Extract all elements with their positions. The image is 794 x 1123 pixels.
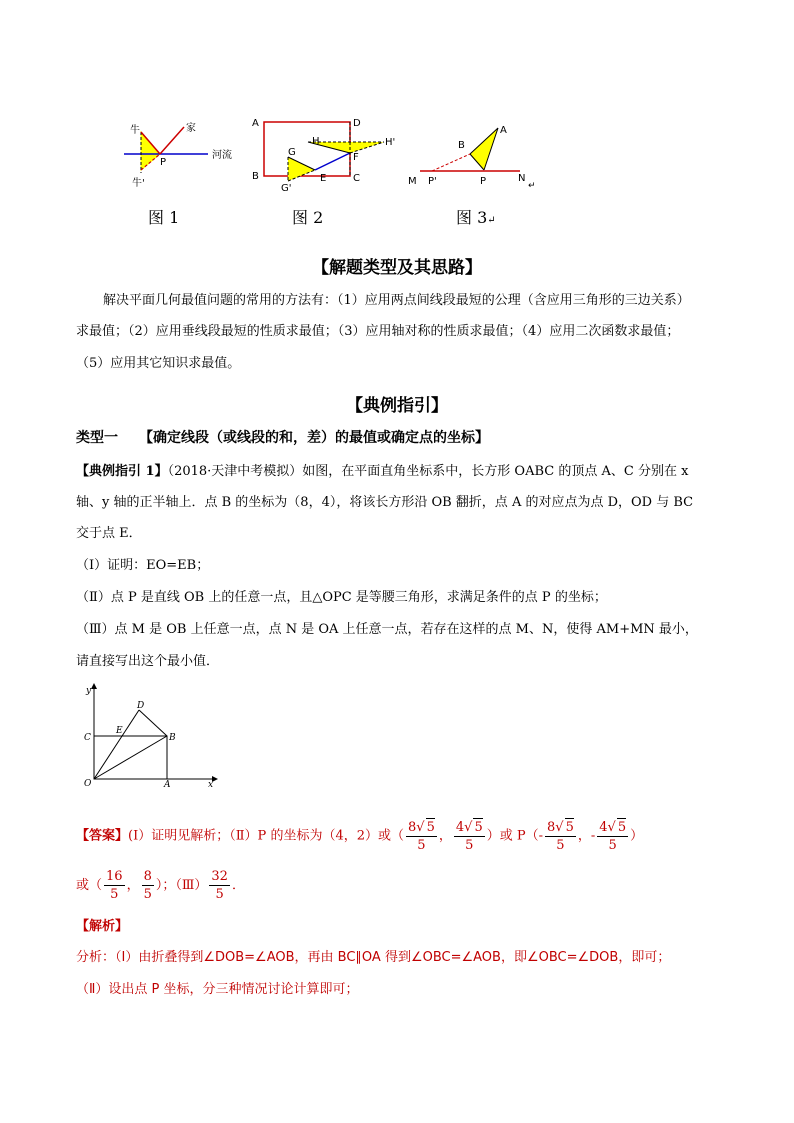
fig3-return-mark-small: ↵ [528,181,536,190]
question-1: （I）证明：EO=EB； [76,558,210,573]
answer-text-1: (I）证明见解析；（Ⅱ）P 的坐标为（4，2）或（ [128,828,404,844]
answer-line-2: 或（ $\frac{16}{5}$ ， $\frac{8}{5}$ ）；（Ⅲ） $\frac{32}{5}$ ． [76,869,245,902]
diagram-label-y: y [86,686,92,696]
diagram-label-e: E [116,726,123,736]
example-line-2: 轴、y 轴的正半轴上．点 B 的坐标为（8，4），将该长方形沿 OB 翻折，点 A 的对应点为点 D，OD 与 BC [76,495,694,510]
diagram-label-d: D [137,701,145,711]
fraction-32-over-5: $\frac{32}{5}$ [211,869,228,902]
intro-line-1: 解决平面几何最值问题的常用的方法有：（1）应用两点间线段最短的公理（含应用三角形的三边关系） [103,293,690,308]
fig2-label-c: C [353,173,360,184]
fig2-label-h-prime: H' [385,137,396,148]
diagram-label-a: A [164,780,171,790]
diagram-label-o: O [84,779,92,789]
fig1-label-p: P [160,157,167,168]
fig2-label-e: E [320,173,327,184]
question-3-line-1: （Ⅲ）点 M 是 OB 上任意一点，点 N 是 OA 上任意一点，若存在这样的点 M、N，使得 AM+MN 最小， [76,622,698,637]
fraction-8-over-5: $\frac{8}{5}$ [143,869,152,902]
fig2-label-h: H [312,136,320,147]
question-2: （Ⅱ）点 P 是直线 OB 上的任意一点，且△OPC 是等腰三角形，求满足条件的点 P 的坐标； [76,590,607,605]
fig3-label-m: M [408,176,417,187]
fig1-label-cow: 牛 [130,125,140,136]
figure-2-rectangle [250,113,410,193]
fig3-label-n: N [518,173,526,184]
figure-3-caption-text: 图 3 [456,208,488,227]
example-line-3: 交于点 E． [76,526,142,541]
answer-tag: 【答案】 [76,828,129,844]
section-title-solution-types: 【解题类型及其思路】 [312,258,482,278]
fig2-label-a: A [252,118,259,129]
fig2-label-f: F [353,152,359,163]
diagram-label-x: x [208,780,214,790]
fig1-label-home: 家 [186,123,196,134]
answer-text-or-p: ）或 P（- [486,828,543,844]
fraction-neg-8root5-over-5: $\frac{8√ 5}{5}$ [547,820,574,853]
analysis-tag: 【解析】 [76,919,129,934]
diagram-label-c: C [84,733,91,743]
fig3-label-p: P [480,176,487,187]
fig2-label-d: D [353,118,361,129]
fig2-label-b: B [252,171,259,182]
analysis-line-1: 分析：（Ⅰ）由折叠得到∠DOB=∠AOB，再由 BC∥OA 得到∠OBC=∠AOB，即∠OBC=∠DOB，即可； [76,950,671,965]
fig1-label-river: 河流 [212,150,232,161]
question-3-line-2: 请直接写出这个最小值． [76,654,220,669]
fig2-label-g-prime: G' [281,183,292,193]
section-title-examples: 【典例指引】 [346,396,448,416]
fraction-neg-4root5-over-5: $\frac{4√ 5}{5}$ [599,820,627,853]
type-one-heading: 类型一 【确定线段（或线段的和，差）的最值或确定点的坐标】 [76,430,489,446]
figure-3-caption [456,205,496,228]
fraction-8root5-over-5: $\frac{8√ 5}{5}$ [407,820,435,853]
example-text-1: （2018·天津中考模拟）如图，在平面直角坐标系中，长方形 OABC 的顶点 A、C 分别在 x [167,464,689,479]
fraction-16-over-5: $\frac{16}{5}$ [106,869,123,902]
return-mark: ↵ [487,215,496,226]
figure-3-angle [400,118,550,190]
coordinate-diagram [80,683,220,798]
fig3-label-a: A [500,125,507,136]
fig3-label-p-prime: P' [428,176,437,187]
answer-line-1: 【答案】(I）证明见解析；（Ⅱ）P 的坐标为（4，2）或（ $\frac{8√ 5}{5}$ ， $\frac{4√ 5}{5}$ ）或 P（- $\frac{8√ 5}{5}$ ，- $\frac{4√ 5}{5}$ ） [76,820,644,853]
fig3-label-b: B [458,140,465,151]
example-line-1 [76,459,688,485]
diagram-label-b: B [169,733,176,743]
figure-1-caption: 图 1 [148,208,180,227]
figure-2-caption: 图 2 [292,208,324,227]
fraction-4root5-over-5: $\frac{4√ 5}{5}$ [455,820,483,853]
fig2-label-g: G [288,147,296,158]
intro-line-2: 求最值；（2）应用垂线段最短的性质求最值；（3）应用轴对称的性质求最值；（4）应用二次函数求最值； [76,324,680,339]
intro-line-3: （5）应用其它知识求最值。 [76,356,241,371]
figure-1-cow-river [120,118,250,190]
example-label: 【典例指引 1】 [76,464,168,479]
fig1-label-cow-prime: 牛' [132,178,145,189]
analysis-line-2: （Ⅱ）设出点 P 坐标，分三种情况讨论计算即可； [76,982,359,997]
